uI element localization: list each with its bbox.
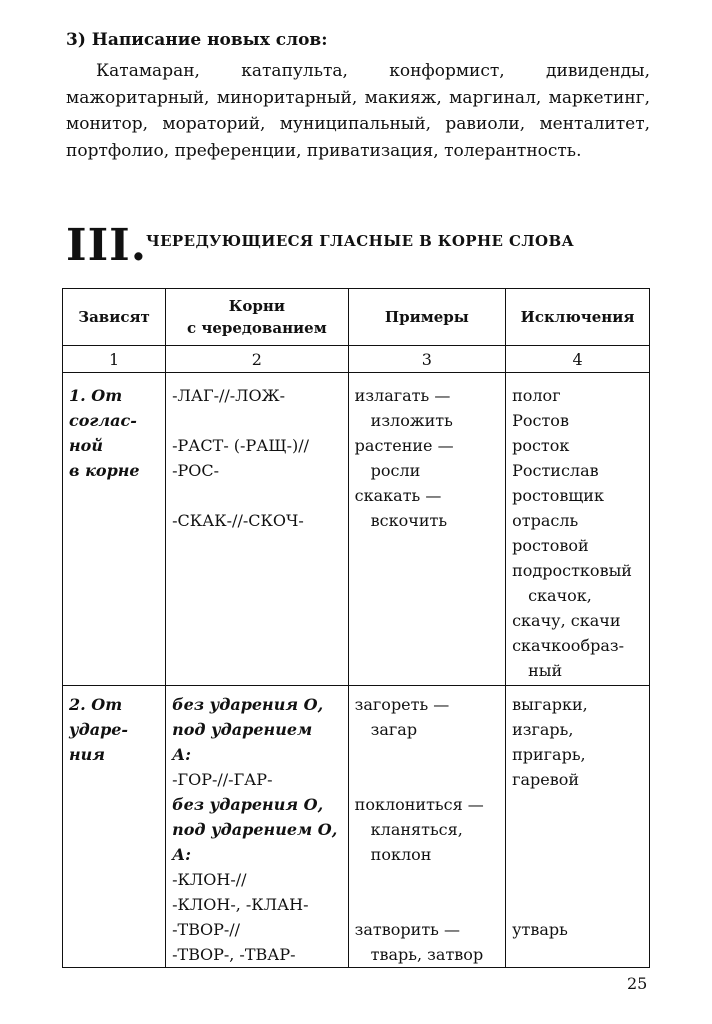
cell-line: загореть — [354, 695, 450, 714]
table-row [63, 686, 650, 968]
cell-line: -КЛОН-// [172, 870, 247, 889]
row2-examples [348, 686, 505, 968]
cell-line: вскочить [370, 511, 448, 530]
cell-line: ростовщик [512, 486, 604, 505]
column-number-row [63, 346, 650, 373]
cell-line: пригарь, [512, 745, 586, 764]
spacer [355, 867, 499, 892]
cell-line: кланяться, [370, 820, 463, 839]
header-roots-line2: с чередованием [187, 319, 327, 337]
section-heading: 3) Написание новых слов: [66, 30, 328, 50]
cell-line: скачкообраз- [512, 636, 624, 655]
cell-line: -РАСТ- (-РАЩ-)// [172, 436, 310, 455]
alternation-table [62, 288, 650, 968]
cell-line: загар [370, 720, 418, 739]
spacer [172, 408, 342, 433]
header-exceptions: Исключения [506, 289, 650, 346]
table-header-row [63, 289, 650, 346]
cell-line: А: [172, 745, 192, 764]
cell-line: соглас- [69, 411, 137, 430]
cell-line: ния [69, 745, 106, 764]
new-words-paragraph: Катамаран, катапульта, конформист, дивиденды, мажоритарный, миноритарный, макияж, маргинал, маркетинг, монитор, мораторий, муниципальный, равиоли, менталитет, портфолио, преференции, приватизация, толерантность. [66, 61, 650, 161]
row1-examples [348, 373, 505, 686]
cell-line: затворить — [354, 920, 460, 939]
header-roots [166, 289, 349, 346]
cell-line: -СКАК-//-СКОЧ- [172, 511, 304, 530]
cell-line: -ГОР-//-ГАР- [172, 770, 273, 789]
table-row [63, 373, 650, 686]
spacer [355, 767, 499, 792]
cell-line: -РОС- [172, 461, 220, 480]
cell-line: скачок, [528, 586, 592, 605]
column-number: 4 [506, 346, 650, 373]
cell-line: -КЛОН-, -КЛАН- [172, 895, 309, 914]
header-roots-line1: Корни [228, 297, 285, 315]
cell-line: 1. От [69, 386, 123, 405]
row2-roots [166, 686, 349, 968]
cell-line: скачу, скачи [512, 611, 621, 630]
spacer [355, 892, 499, 917]
cell-line: росток [512, 436, 570, 455]
cell-line: под ударением О, [172, 820, 338, 839]
cell-line: Ростов [512, 411, 569, 430]
column-number: 1 [63, 346, 166, 373]
row2-depends [63, 686, 166, 968]
spacer [512, 867, 643, 892]
header-depends: Зависят [63, 289, 166, 346]
cell-line: А: [172, 845, 192, 864]
row1-roots [166, 373, 349, 686]
spacer [355, 742, 499, 767]
cell-line: ударе- [69, 720, 129, 739]
cell-line: скакать — [354, 486, 442, 505]
row1-exceptions [506, 373, 650, 686]
cell-line: полог [512, 386, 561, 405]
cell-line: -ТВОР-// [172, 920, 241, 939]
cell-line: гаревой [512, 770, 580, 789]
row2-exceptions [506, 686, 650, 968]
cell-line: росли [370, 461, 421, 480]
cell-line: подростковый [512, 561, 632, 580]
cell-line: без ударения О, [172, 795, 324, 814]
cell-line: изгарь, [512, 720, 574, 739]
column-number: 3 [348, 346, 505, 373]
cell-line: под ударением [172, 720, 313, 739]
chapter-title: ЧЕРЕДУЮЩИЕСЯ ГЛАСНЫЕ В КОРНЕ СЛОВА [146, 232, 575, 250]
cell-line: излагать — [354, 386, 451, 405]
cell-line: ростовой [512, 536, 589, 555]
cell-line: поклон [370, 845, 432, 864]
spacer [512, 792, 643, 817]
cell-line: без ударения О, [172, 695, 324, 714]
chapter-number: III. [66, 220, 148, 271]
cell-line: ный [528, 661, 563, 680]
cell-line: поклониться — [354, 795, 484, 814]
cell-line: утварь [512, 920, 568, 939]
cell-line: изложить [370, 411, 453, 430]
cell-line: -ТВОР-, -ТВАР- [172, 945, 296, 964]
spacer [512, 817, 643, 842]
cell-line: 2. От [69, 695, 123, 714]
cell-line: в корне [69, 461, 140, 480]
cell-line: Ростислав [512, 461, 599, 480]
cell-line: тварь, затвор [370, 945, 484, 964]
cell-line: выгарки, [512, 695, 588, 714]
spacer [172, 483, 342, 508]
spacer [512, 892, 643, 917]
column-number: 2 [166, 346, 349, 373]
cell-line: ной [69, 436, 103, 455]
cell-line: -ЛАГ-//-ЛОЖ- [172, 386, 286, 405]
row1-depends [63, 373, 166, 686]
cell-line: отрасль [512, 511, 579, 530]
page-number: 25 [627, 974, 648, 993]
spacer [512, 842, 643, 867]
cell-line: растение — [354, 436, 454, 455]
header-examples: Примеры [348, 289, 505, 346]
